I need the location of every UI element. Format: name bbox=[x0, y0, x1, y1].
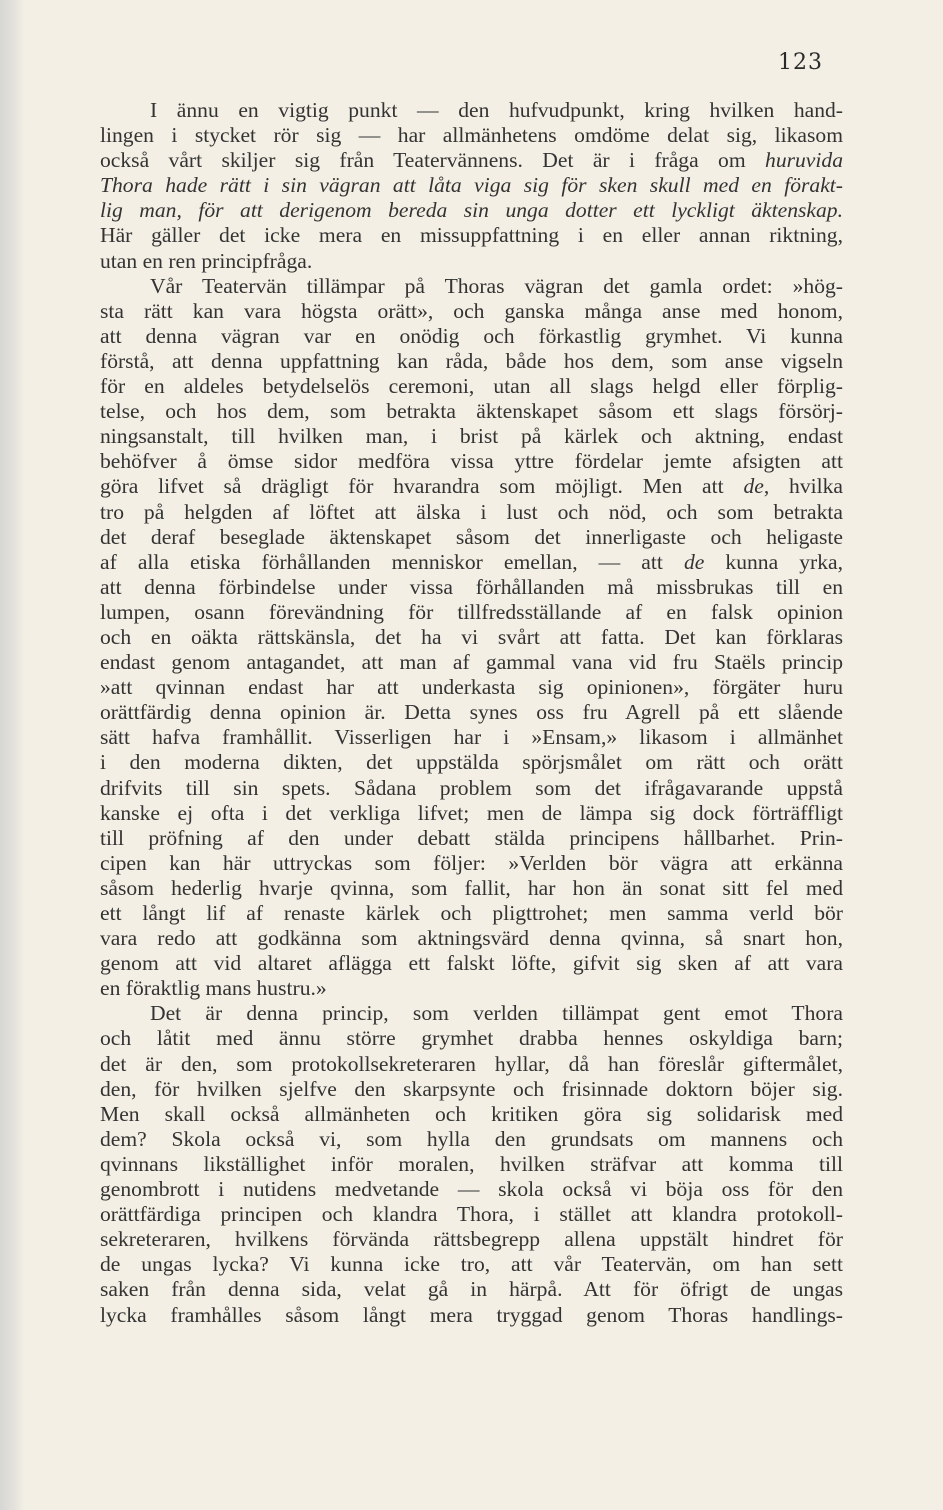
italic-text: de bbox=[743, 474, 764, 499]
text-line bbox=[100, 650, 843, 675]
text-segment: de ungas lycka? Vi kunna icke tro, att vår Teatervän, om han sett bbox=[100, 1252, 843, 1277]
text-line bbox=[100, 951, 843, 976]
text-segment: af alla etiska förhållanden menniskor emellan, — att bbox=[100, 549, 684, 574]
text-segment: orättfärdiga principen och klandra Thora, i stället att klandra protokoll- bbox=[100, 1202, 843, 1227]
text-line bbox=[100, 976, 843, 1001]
text-line bbox=[100, 1127, 843, 1152]
text-line bbox=[100, 1052, 843, 1077]
text-line bbox=[100, 1102, 843, 1127]
text-segment: genom att vid altaret aflägga ett falskt löfte, gifvit sig sken af att vara bbox=[100, 951, 843, 976]
text-segment: göra lifvet så drägligt för hvarandra som möjligt. Men att bbox=[100, 474, 744, 499]
text-segment: lycka framhålles såsom långt mera tryggad genom Thoras handlings- bbox=[100, 1302, 843, 1327]
text-segment: drifvits till sin spets. Sådana problem som det ifrågavarande uppstå bbox=[100, 775, 843, 800]
text-line bbox=[100, 550, 843, 575]
text-line bbox=[100, 1152, 843, 1177]
text-segment: utan en ren principfråga. bbox=[100, 248, 313, 273]
text-line bbox=[100, 851, 843, 876]
text-line bbox=[100, 349, 843, 374]
text-line bbox=[100, 299, 843, 324]
text-segment: genombrott i nutidens medvetande — skola också vi böja oss för den bbox=[100, 1177, 843, 1202]
text-segment: Det är denna princip, som verlden tillämpat gent emot Thora bbox=[150, 1001, 843, 1026]
text-line bbox=[100, 98, 843, 123]
text-line bbox=[100, 500, 843, 525]
text-line bbox=[100, 249, 843, 274]
text-segment: behöfver å ömse sidor medföra vissa yttre fördelar jemte afsigten att bbox=[100, 449, 843, 474]
text-line bbox=[100, 876, 843, 901]
text-segment: Här gäller det icke mera en missuppfattning i en eller annan riktning, bbox=[100, 223, 843, 248]
text-segment: Men skall också allmänheten och kritiken göra sig solidarisk med bbox=[100, 1101, 843, 1126]
text-line bbox=[100, 198, 843, 223]
text-line bbox=[100, 625, 843, 650]
text-line bbox=[100, 600, 843, 625]
text-segment: förstå, att denna uppfattning kan råda, både hos dem, som anse vigseln bbox=[100, 348, 843, 373]
text-segment: qvinnans likställighet inför moralen, hvilken sträfvar att komma till bbox=[100, 1151, 843, 1176]
text-line bbox=[100, 123, 843, 148]
text-segment: cipen kan här uttryckas som följer: »Verlden bör vägra att erkänna bbox=[100, 850, 843, 875]
text-segment: sta rätt kan vara högsta orätt», och ganska många anse med honom, bbox=[100, 298, 843, 323]
text-segment: det deraf beseglade äktenskapet såsom det innerligaste och heligaste bbox=[100, 524, 843, 549]
text-line bbox=[100, 1227, 843, 1252]
text-segment: lumpen, osann förevändning för tillfredsställande af en falsk opinion bbox=[100, 599, 843, 624]
text-segment: »att qvinnan endast har att underkasta sig opinionen», förgäter huru bbox=[100, 675, 843, 700]
text-segment: lingen i stycket rör sig — har allmänhetens omdöme delat sig, likasom bbox=[100, 123, 843, 148]
body-text bbox=[100, 98, 843, 1328]
text-line bbox=[100, 675, 843, 700]
text-segment: saken från denna sida, velat gå in härpå. Att för öfrigt de ungas bbox=[100, 1277, 843, 1302]
text-segment: sätt hafva framhållit. Visserligen har i »Ensam,» likasom i allmänhet bbox=[100, 725, 843, 750]
text-line bbox=[100, 173, 843, 198]
text-line bbox=[100, 901, 843, 926]
text-segment: Vår Teatervän tillämpar på Thoras vägran det gamla ordet: »hög- bbox=[150, 273, 843, 298]
text-segment: en föraktlig mans hustru.» bbox=[100, 976, 327, 1001]
text-line bbox=[100, 1277, 843, 1302]
text-segment: kanske ej ofta i det verkliga lifvet; men de lämpa sig dock förträffligt bbox=[100, 800, 843, 825]
text-segment: telse, och hos dem, som betrakta äktenskapet såsom ett slags försörj- bbox=[100, 399, 843, 424]
text-segment: till pröfning af den under debatt stälda principens hållbarhet. Prin- bbox=[100, 825, 843, 850]
text-segment: ett långt lif af renaste kärlek och pligttrohet; men samma verld bör bbox=[100, 901, 843, 925]
text-line bbox=[100, 1252, 843, 1277]
text-line bbox=[100, 525, 843, 550]
text-segment: såsom hederlig hvarje qvinna, som fallit, har hon än sonat sitt fel med bbox=[100, 875, 843, 900]
text-line bbox=[100, 424, 843, 449]
text-segment: I ännu en vigtig punkt — den hufvudpunkt, kring hvilken hand- bbox=[150, 98, 843, 122]
text-line bbox=[100, 1202, 843, 1227]
text-segment: orättfärdig denna opinion är. Detta synes oss fru Agrell på ett slående bbox=[100, 700, 843, 725]
text-line bbox=[100, 1177, 843, 1202]
text-line bbox=[100, 750, 843, 775]
text-segment: ningsanstalt, till hvilken man, i brist på kärlek och aktning, endast bbox=[100, 424, 843, 449]
text-segment: och en oäkta rättskänsla, det ha vi svårt att fatta. Det kan förklaras bbox=[100, 624, 843, 649]
page-edge-shadow bbox=[0, 0, 24, 1510]
text-line bbox=[100, 700, 843, 725]
italic-text: Thora hade rätt i sin vägran att låta viga sig för sken skull med en förakt- bbox=[100, 173, 843, 198]
text-line bbox=[100, 725, 843, 750]
text-line bbox=[100, 148, 843, 173]
text-segment: den, för hvilken sjelfve den skarpsynte och frisinnade doktorn böjer sig. bbox=[100, 1076, 843, 1101]
text-segment: det är den, som protokollsekreteraren hyllar, då han föreslår giftermålet, bbox=[100, 1051, 843, 1076]
text-segment: i den moderna dikten, det uppstälda spörjsmålet om rätt och orätt bbox=[100, 750, 843, 775]
text-segment: kunna yrka, bbox=[704, 549, 843, 574]
italic-text: de bbox=[683, 549, 705, 574]
text-line bbox=[100, 223, 843, 248]
text-line bbox=[100, 575, 843, 600]
text-line bbox=[100, 274, 843, 299]
text-line bbox=[100, 474, 843, 499]
text-segment: att denna förbindelse under vissa förhållanden må missbrukas till en bbox=[100, 574, 843, 599]
page-number: 123 bbox=[778, 50, 823, 75]
text-line bbox=[100, 801, 843, 826]
text-segment: , hvilka bbox=[763, 474, 843, 499]
text-line bbox=[100, 374, 843, 399]
text-segment: dem? Skola också vi, som hylla den grundsats om mannens och bbox=[100, 1126, 843, 1151]
text-segment: för en aldeles betydelselös ceremoni, utan all slags helgd eller förplig- bbox=[100, 374, 843, 399]
text-line bbox=[100, 1303, 843, 1328]
text-segment: också vårt skiljer sig från Teatervännens. Det är i fråga om bbox=[100, 148, 766, 173]
text-segment: tro på helgden af löftet att älska i lust och nöd, och som betrakta bbox=[100, 499, 843, 524]
text-segment: endast genom antagandet, att man af gammal vana vid fru Staëls princip bbox=[100, 650, 843, 675]
text-line bbox=[100, 324, 843, 349]
text-line bbox=[100, 399, 843, 424]
text-segment: sekreteraren, hvilkens förvända rättsbegrepp allena uppstält hindret för bbox=[100, 1227, 843, 1252]
text-segment: att denna vägran var en onödig och förkastlig grymhet. Vi kunna bbox=[100, 323, 843, 348]
text-line bbox=[100, 1026, 843, 1051]
text-segment: och låtit med ännu större grymhet drabba hennes oskyldiga barn; bbox=[100, 1026, 843, 1051]
text-line bbox=[100, 826, 843, 851]
text-line bbox=[100, 449, 843, 474]
text-segment: vara redo att godkänna som aktningsvärd denna qvinna, så snart hon, bbox=[100, 926, 843, 951]
text-line bbox=[100, 1001, 843, 1026]
italic-text: huruvida bbox=[765, 148, 843, 173]
italic-text: lig man, för att derigenom bereda sin unga dotter ett lyckligt äktenskap. bbox=[100, 198, 843, 223]
text-line bbox=[100, 926, 843, 951]
text-line bbox=[100, 1077, 843, 1102]
text-line bbox=[100, 776, 843, 801]
